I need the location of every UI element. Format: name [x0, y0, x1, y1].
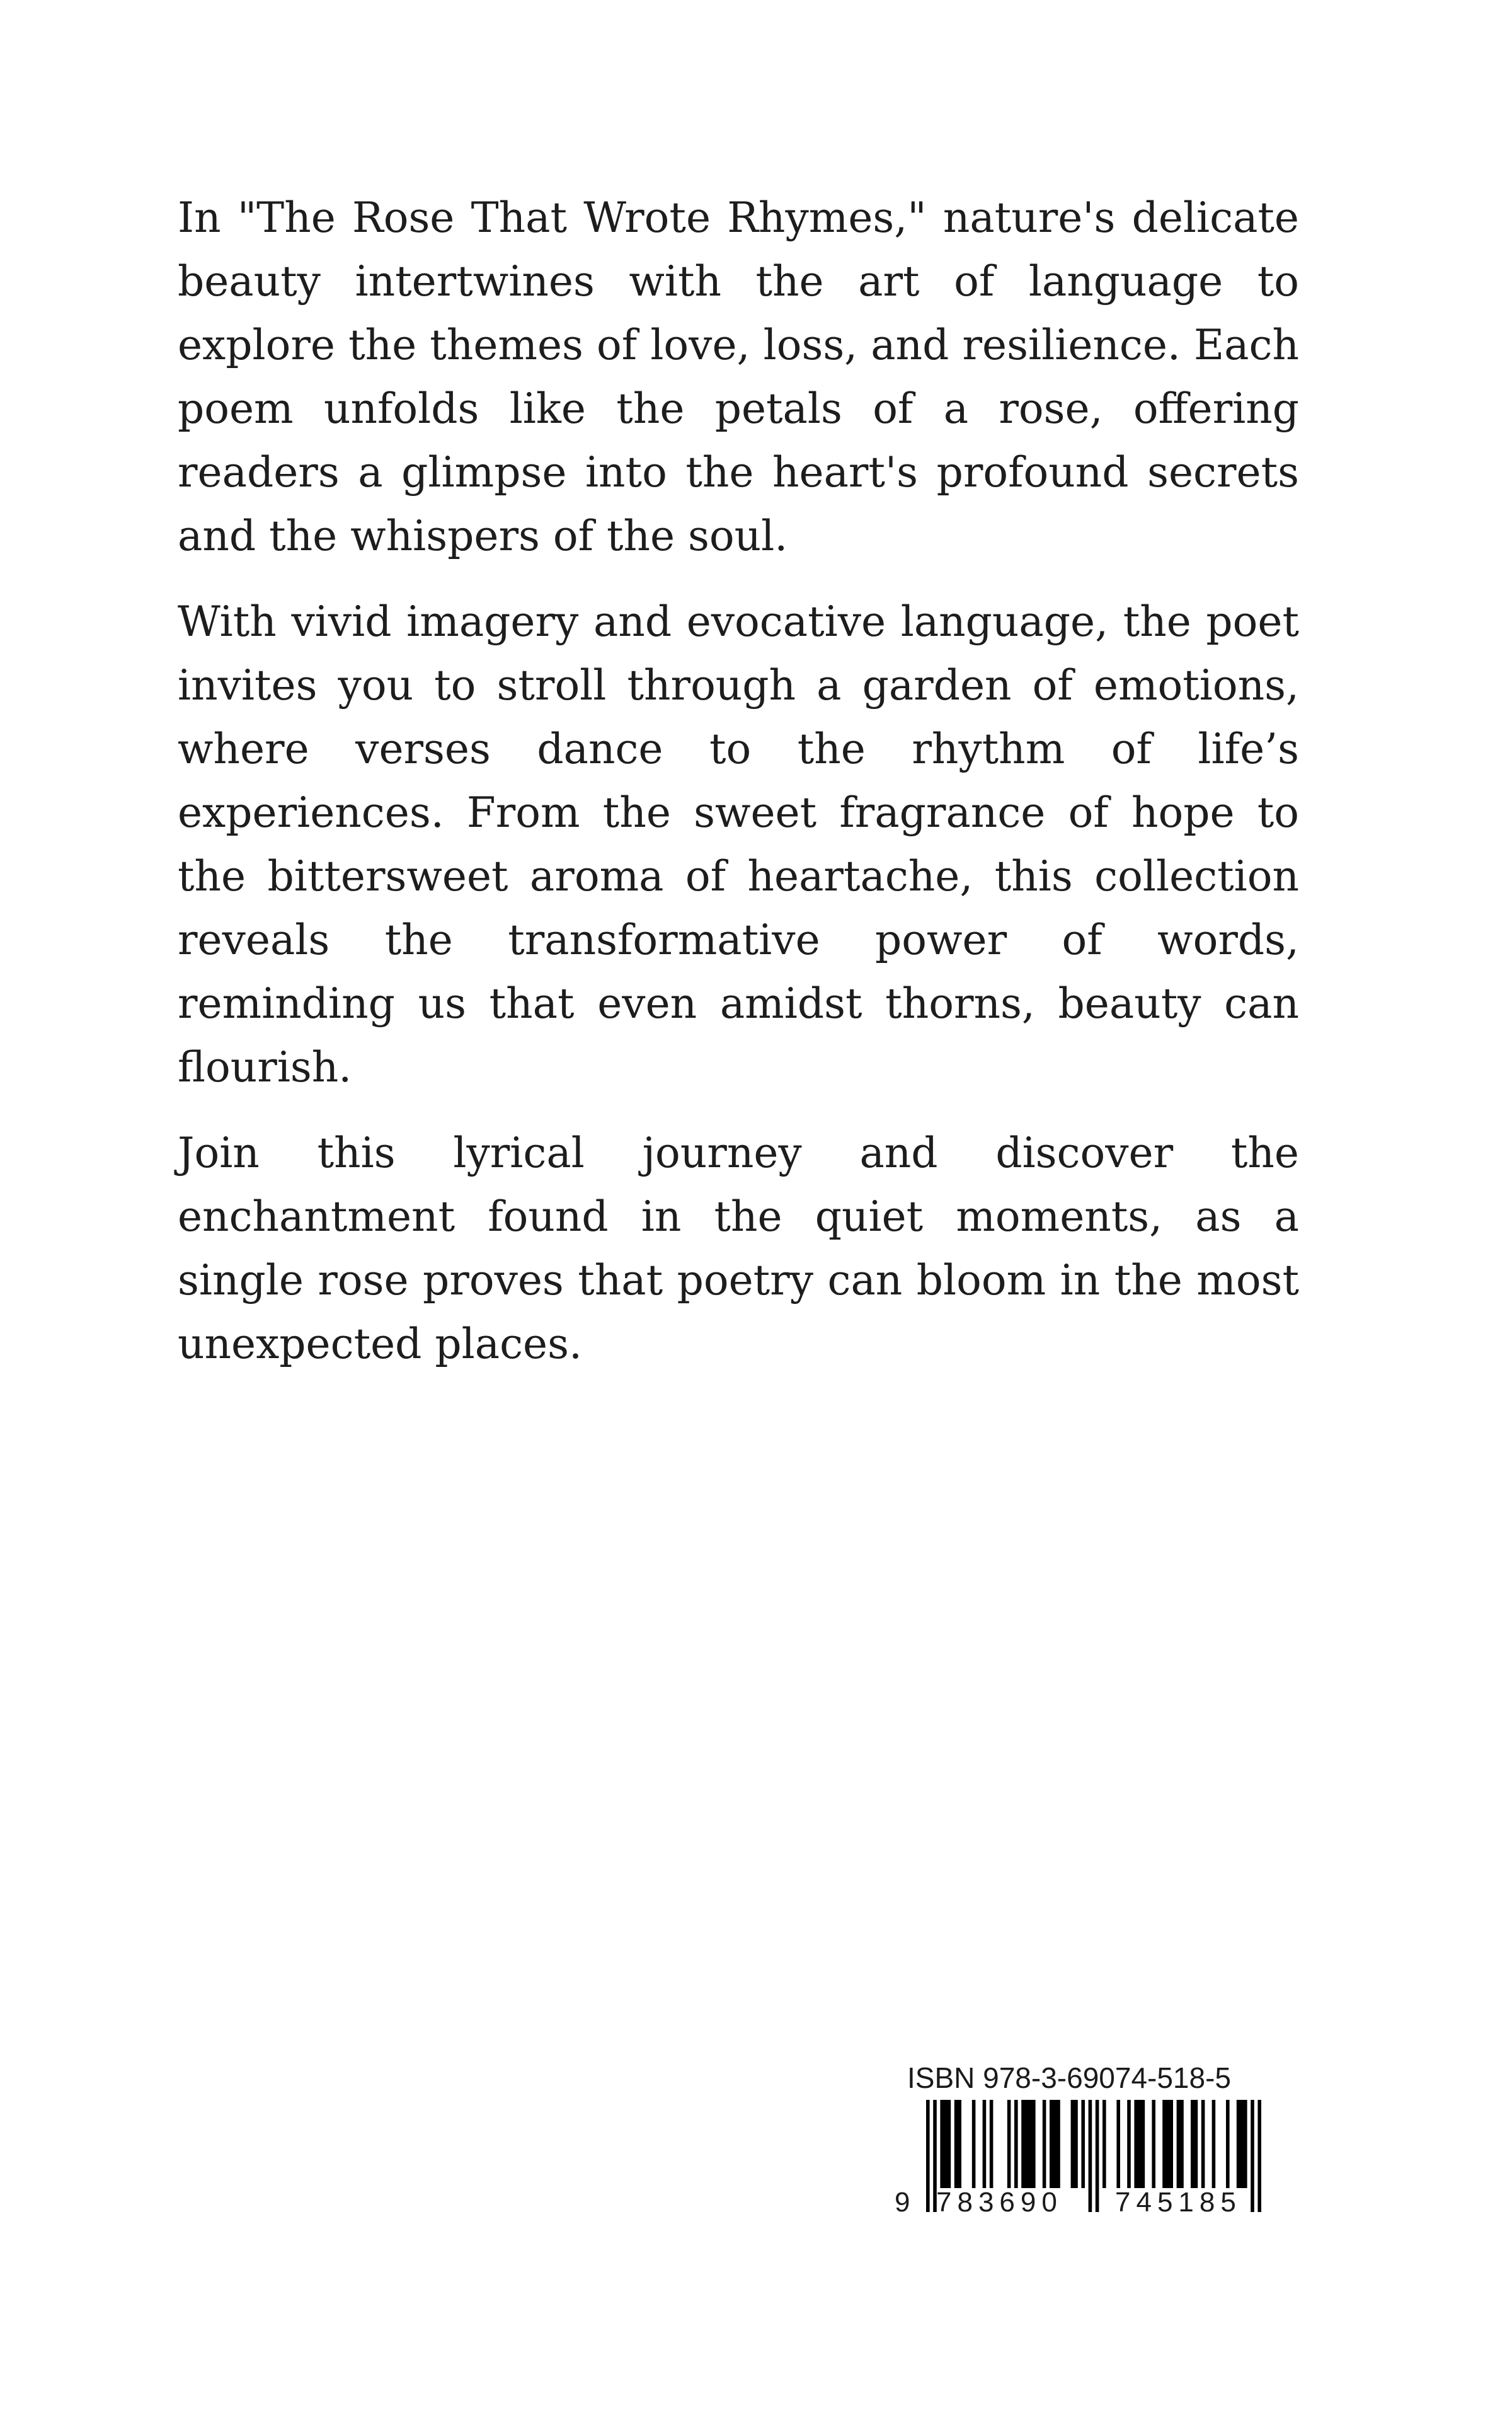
- barcode-digits-left: 783690: [936, 2187, 1063, 2218]
- barcode-guard-bar: [1251, 2100, 1254, 2212]
- barcode-bar: [1237, 2100, 1247, 2188]
- barcode-digit-lead: 9: [895, 2187, 910, 2218]
- barcode-bar: [1116, 2100, 1120, 2188]
- barcode-bar: [1177, 2100, 1184, 2188]
- barcode-bar: [990, 2100, 994, 2188]
- blurb-text: [178, 186, 1299, 1398]
- barcode-digits-right: 745185: [1115, 2187, 1242, 2218]
- barcode-bar: [1021, 2100, 1035, 2188]
- barcode-bar: [1212, 2100, 1216, 2188]
- barcode-bar: [1162, 2100, 1173, 2188]
- barcode-bar: [972, 2100, 976, 2188]
- barcode-bar: [1127, 2100, 1131, 2188]
- barcode-bar: [1191, 2100, 1198, 2188]
- blurb-paragraph-3: Join this lyrical journey and discover the enchantment found in the quiet moments, as a single rose proves that poetry can bloom in the most unexpected places.: [178, 1129, 1299, 1368]
- blurb-paragraph-2: With vivid imagery and evocative language, the poet invites you to stroll through a garden of emotions, where verses dance to the rhythm of life’s experiences. From the sweet fragrance of hope to the bittersweet aroma of heartache, this collection reveals the transformative power of words, reminding us that even amidst thorns, beauty can flourish.: [178, 597, 1299, 1092]
- barcode-bar: [1007, 2100, 1011, 2188]
- barcode-guard-bar: [1089, 2100, 1092, 2212]
- blurb-paragraph-1: In "The Rose That Wrote Rhymes," nature's delicate beauty intertwines with the art of language to explore the themes of love, loss, and resilience. Each poem unfolds like the petals of a rose, offering readers a glimpse into the heart's profound secrets and the whispers of the soul.: [178, 193, 1299, 560]
- barcode-guard-bar: [1096, 2100, 1099, 2212]
- barcode-bar: [1134, 2100, 1145, 2188]
- barcode-bar: [1014, 2100, 1018, 2188]
- barcode-bar: [954, 2100, 961, 2188]
- barcode-guard-bar: [1257, 2100, 1261, 2212]
- barcode-bar: [1081, 2100, 1085, 2188]
- barcode-bar: [1226, 2100, 1230, 2188]
- barcode-guard-bar: [926, 2100, 930, 2212]
- barcode-bar: [983, 2100, 987, 2188]
- barcode-bar: [1071, 2100, 1078, 2188]
- isbn-label: ISBN 978-3-69074-518-5: [907, 2061, 1231, 2094]
- barcode-bar: [1043, 2100, 1046, 2188]
- barcode-bar: [1201, 2100, 1205, 2188]
- barcode-bar: [1050, 2100, 1060, 2188]
- barcode-bar: [1152, 2100, 1155, 2188]
- isbn-barcode-block: [895, 2061, 1273, 2225]
- barcode-bar: [940, 2100, 951, 2188]
- barcode-bar: [1102, 2100, 1106, 2188]
